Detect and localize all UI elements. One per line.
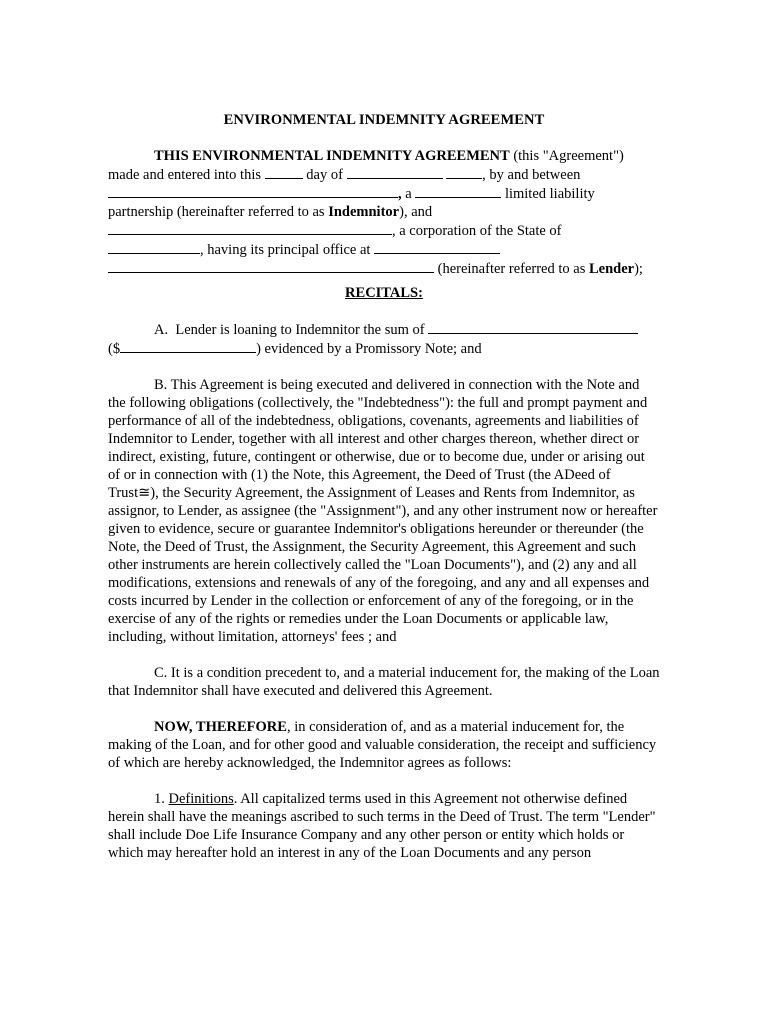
intro-line1-rest: (this "Agreement")	[509, 148, 624, 164]
intro-line-1	[108, 147, 660, 165]
section-1-heading: Definitions	[168, 791, 234, 807]
indemnitor-name-blank	[108, 184, 398, 198]
intro-line3-comma: ,	[398, 186, 402, 202]
lender-state-blank	[108, 240, 200, 254]
section-1-number: 1.	[154, 791, 169, 807]
intro-line-3	[108, 184, 660, 203]
year-blank	[446, 165, 482, 179]
intro-line4-a: partnership (hereinafter referred to as	[108, 204, 329, 220]
section-1-text: . All capitalized terms used in this Agreement not otherwise defined herein shall have the meanings ascribed to such terms in the Deed of Trust. The term "Lender" shall include Doe Life Insurance Company and any other person or entity which holds or which may hereafter hold an interest in any of the Loan Documents and any person	[108, 791, 656, 861]
intro-line-7	[108, 259, 660, 278]
document-title: ENVIRONMENTAL INDEMNITY AGREEMENT	[223, 112, 545, 128]
now-therefore-text: , in consideration of, and as a material inducement for, the making of the Loan, and for other good and valuable consideration, the receipt and sufficiency of which are hereby acknowledged, the Indemnitor agrees as follows:	[108, 719, 657, 771]
recital-a-line-1	[108, 320, 660, 339]
now-therefore-bold: NOW, THEREFORE	[154, 719, 287, 735]
now-therefore-paragraph	[108, 718, 660, 772]
intro-line-4	[108, 203, 660, 221]
loan-amount-words-blank	[428, 320, 638, 334]
recital-a	[108, 320, 660, 358]
intro-line7-a: (hereinafter referred to as	[434, 261, 589, 277]
intro-line-6	[108, 240, 660, 259]
recital-a-line-2	[108, 339, 660, 358]
intro-line3-b: limited liability	[501, 186, 595, 202]
intro-line4-b: ), and	[399, 204, 433, 220]
loan-amount-number-blank	[120, 339, 256, 353]
office-address-blank	[108, 259, 434, 273]
recital-b: B. This Agreement is being executed and delivered in connection with the Note and the following obligations (collectively, the "Indebtedness"): the full and prompt payment and performance of all of the indebtedness, obligations, covenants, agreements and liabilities of Indemnitor to Lender, together with all interest and other charges thereon, whether direct or indirect, existing, future, contingent or otherwise, due or to become due, under or arising out of or in connection with (1) the Note, this Agreement, the Deed of Trust (the ADeed of Trust≅), the Security Agreement, the Assignment of Leases and Rents from Indemnitor, as assignor, to Lender, as assignee (the "Assignment"), and any other instrument now or hereafter given to evidence, secure or guarantee Indemnitor's obligations hereunder or thereunder (the Note, the Deed of Trust, the Assignment, the Security Agreement, this Agreement and such other instruments are herein collectively called the "Loan Documents"), and (2) any and all modifications, extensions and renewals of any of the foregoing, and any and all expenses and costs incurred by Lender in the collection or enforcement of any of the foregoing, or in the exercise of any of the rights or remedies under the Loan Documents or applicable law, including, without limitation, attorneys' fees ; and	[108, 377, 658, 645]
intro-lender-bold: Lender	[588, 261, 635, 277]
section-1-definitions	[108, 790, 660, 862]
intro-line7-b: );	[634, 261, 643, 277]
lender-name-blank	[108, 221, 392, 235]
state-blank	[415, 184, 501, 198]
intro-paragraph	[108, 147, 660, 278]
intro-line2-b: day of	[302, 167, 347, 183]
office-blank	[374, 240, 500, 254]
recital-a-text: A. Lender is loaning to Indemnitor the sum of	[154, 322, 425, 338]
intro-indemnitor-bold: Indemnitor	[328, 204, 400, 220]
intro-line3-a: a	[401, 186, 416, 202]
day-blank	[265, 165, 303, 179]
intro-line-2	[108, 165, 660, 184]
intro-bold-lead: THIS ENVIRONMENTAL INDEMNITY AGREEMENT	[154, 148, 510, 164]
intro-line5: , a corporation of the State of	[392, 223, 562, 239]
month-blank	[347, 165, 443, 179]
intro-line2-c: , by and between	[482, 167, 581, 183]
intro-line6: , having its principal office at	[200, 242, 371, 258]
recital-a-line2-rest: ) evidenced by a Promissory Note; and	[256, 341, 482, 357]
recitals-heading: RECITALS:	[345, 285, 423, 301]
recital-c: C. It is a condition precedent to, and a material inducement for, the making of the Loan that Indemnitor shall have executed and delivered this Agreement.	[108, 665, 660, 699]
intro-line-5	[108, 221, 660, 240]
recital-a-dollar: ($	[108, 341, 121, 357]
intro-line2-a: made and entered into this	[108, 167, 265, 183]
document-page	[108, 111, 660, 880]
